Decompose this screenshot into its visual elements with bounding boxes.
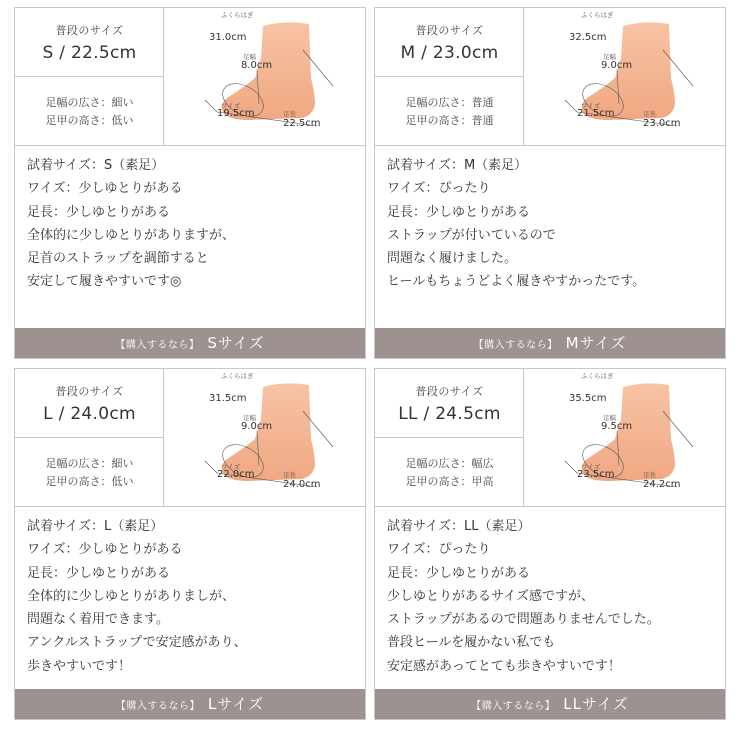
instep-value: 9.5cm [601,421,633,432]
usual-size-box [375,369,524,438]
instep-height-text: 足甲の高さ：普通 [405,114,494,127]
review-line: 普段ヒールを履かない私でも [387,635,556,651]
length-value: 22.5cm [283,118,321,129]
review-line: 試着サイズ：M（素足） [387,158,528,173]
size-card-l [14,368,366,720]
calf-value: 35.5cm [569,393,607,404]
instep-height-text: 足甲の高さ：低い [45,114,134,127]
wise-label: ワイズ [581,463,601,471]
size-info-section [375,8,725,146]
buy-prefix: 【購入するなら】 [473,340,558,351]
review-line: 足首のストラップを調節すると [27,251,209,267]
foot-measurement-figure [165,8,365,146]
usual-size-value: L / 24.0cm [43,404,136,424]
size-card-m [374,7,726,359]
foot-shape-box [15,438,164,507]
wise-label: ワイズ [221,463,241,471]
foot-shape-box [15,77,164,146]
foot-shape-box [375,77,524,146]
length-label: 足長 [283,471,296,479]
buy-prefix: 【購入するなら】 [115,701,200,712]
length-value: 24.2cm [643,479,681,490]
review-line: 安定して履きやすいです◎ [27,274,182,290]
buy-size-banner [375,689,725,719]
review-line: 試着サイズ：L（素足） [27,519,164,534]
length-label: 足長 [643,471,656,479]
review-line: ワイズ：少しゆとりがある [27,542,183,558]
review-text [27,154,357,294]
review-line: 少しゆとりがあるサイズ感ですが、 [387,588,594,604]
review-line: 歩きやすいです！ [27,658,132,674]
foot-illustration-icon [525,8,725,146]
review-line: 足長：少しゆとりがある [387,565,531,581]
size-card-s [14,7,366,359]
review-text [27,515,357,678]
calf-value: 32.5cm [569,32,607,43]
calf-label: ふくらはぎ [221,11,254,19]
foot-width-text: 足幅の広さ：細い [45,96,134,109]
instep-value: 8.0cm [241,60,273,71]
usual-size-box [15,369,164,438]
size-info-section [15,369,365,507]
size-card-ll [374,368,726,720]
calf-value: 31.0cm [209,32,247,43]
review-line: ワイズ：ぴったり [387,181,491,197]
size-info-section [375,369,725,507]
wise-label: ワイズ [221,102,241,110]
buy-size-banner [15,328,365,358]
instep-label: 足幅 [603,414,616,422]
wise-value: 23.5cm [577,469,615,480]
foot-illustration-icon [165,369,365,507]
review-line: 試着サイズ：LL（素足） [387,519,531,534]
instep-height-text: 足甲の高さ：甲高 [405,475,494,488]
usual-size-caption: 普段のサイズ [415,24,484,37]
review-line: アンクルストラップで安定感があり、 [27,635,247,651]
foot-shape-box [375,438,524,507]
calf-label: ふくらはぎ [221,372,254,380]
size-info-section [15,8,365,146]
buy-size: Mサイズ [565,334,627,352]
review-line: 安定感があってとても歩きやすいです！ [387,658,621,674]
usual-size-value: M / 23.0cm [400,43,499,63]
wise-value: 19.5cm [217,108,255,119]
review-line: 試着サイズ：S（素足） [27,158,165,173]
review-line: ワイズ：少しゆとりがある [27,181,183,197]
buy-size: LLサイズ [563,695,629,713]
size-info-left [375,369,524,507]
usual-size-box [375,8,524,77]
size-info-left [15,369,164,507]
usual-size-value: LL / 24.5cm [398,404,501,424]
buy-prefix: 【購入するなら】 [115,340,200,351]
calf-label: ふくらはぎ [581,11,614,19]
instep-label: 足幅 [603,53,616,61]
foot-width-text: 足幅の広さ：細い [45,457,134,470]
review-line: 全体的に少しゆとりがありましが、 [27,588,236,604]
review-line: 足長：少しゆとりがある [27,204,171,220]
buy-size-banner [375,328,725,358]
review-line: 足長：少しゆとりがある [27,565,171,581]
length-label: 足長 [283,110,296,118]
review-text [387,515,717,678]
usual-size-caption: 普段のサイズ [55,385,124,398]
usual-size-caption: 普段のサイズ [415,385,484,398]
foot-width-text: 足幅の広さ：幅広 [405,457,494,470]
wise-value: 21.5cm [577,108,615,119]
instep-label: 足幅 [243,414,256,422]
size-info-left [15,8,164,146]
usual-size-value: S / 22.5cm [42,43,137,63]
length-value: 24.0cm [283,479,321,490]
buy-size: Lサイズ [207,695,265,713]
calf-value: 31.5cm [209,393,247,404]
usual-size-caption: 普段のサイズ [55,24,124,37]
instep-height-text: 足甲の高さ：低い [45,475,134,488]
size-info-left [375,8,524,146]
review-line: ストラップがあるので問題ありませんでした。 [387,612,660,628]
instep-value: 9.0cm [241,421,273,432]
review-line: 全体的に少しゆとりがありますが、 [27,227,236,243]
review-line: ストラップが付いているので [387,227,556,243]
review-line: ヒールもちょうどよく履きやすかったです。 [387,274,646,290]
instep-value: 9.0cm [601,60,633,71]
usual-size-box [15,8,164,77]
foot-measurement-figure [165,369,365,507]
buy-prefix: 【購入するなら】 [471,701,556,712]
review-line: ワイズ：ぴったり [387,542,491,558]
foot-illustration-icon [165,8,365,146]
foot-measurement-figure [525,369,725,507]
instep-label: 足幅 [243,53,256,61]
review-line: 問題なく着用できます。 [27,612,169,628]
review-text [387,154,717,294]
review-line: 足長：少しゆとりがある [387,204,531,220]
buy-size: Sサイズ [207,334,265,352]
length-label: 足長 [643,110,656,118]
calf-label: ふくらはぎ [581,372,614,380]
review-line: 問題なく履けました。 [387,251,518,267]
wise-label: ワイズ [581,102,601,110]
foot-measurement-figure [525,8,725,146]
foot-width-text: 足幅の広さ：普通 [405,96,494,109]
buy-size-banner [15,689,365,719]
length-value: 23.0cm [643,118,681,129]
foot-illustration-icon [525,369,725,507]
wise-value: 22.0cm [217,469,255,480]
